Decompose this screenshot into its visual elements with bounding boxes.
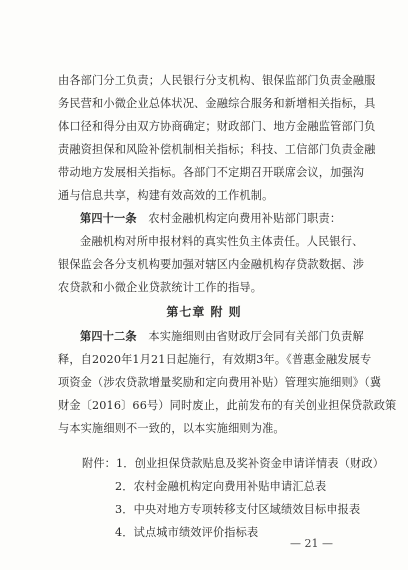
article-41-heading: [80, 212, 354, 226]
article-42-heading: [80, 330, 364, 344]
attachments-first-line: [82, 457, 385, 471]
attachment-item: 3．中央对地方专项转移支付区域绩效目标申报表: [115, 503, 361, 516]
body-line: 银保监会各分支机构要加强对辖区内金融机构存贷款数据、涉: [58, 258, 365, 271]
body-line: 带动地方发展相关指标。各部门不定期召开联席会议，加强沟: [58, 166, 365, 179]
body-line: 通与信息共享，构建有效高效的工作机制。: [58, 189, 274, 202]
attachments-label: 附件：: [82, 457, 117, 470]
body-line: 由各部门分工负责；人民银行分支机构、银保监部门负责金融服: [58, 74, 376, 87]
body-line: 体口径和得分由双方协商确定；财政部门、地方金融监管部门负: [58, 120, 376, 133]
body-line: 与本实施细则不一致的，以本实施细则为准。: [58, 422, 285, 435]
attachment-item: 4．试点城市绩效评价指标表: [115, 526, 259, 539]
attachment-item: 1．创业担保贷款贴息及奖补资金申请详情表（财政）: [116, 457, 385, 470]
body-line: 财金〔2016〕66号）同时废止，此前发布的有关创业担保贷款政策: [58, 399, 397, 412]
attachment-item: 2．农村金融机构定向费用补贴申请汇总表: [115, 480, 327, 493]
page-number: — 21 —: [290, 537, 333, 550]
body-line: 务民营和小微企业总体状况、金融综合服务和新增相关指标，具: [58, 97, 376, 110]
article-41-title: 农村金融机构定向费用补贴部门职责：: [148, 212, 342, 225]
chapter-heading: 第七章 附 则: [166, 305, 242, 319]
article-42-number: 第四十二条: [80, 330, 137, 343]
body-line: 金融机构对所申报材料的真实性负主体责任。人民银行、: [80, 235, 364, 248]
article-41-number: 第四十一条: [80, 212, 137, 225]
body-line: 农贷款和小微企业贷款统计工作的指导。: [58, 281, 263, 294]
body-line: 释，自2020年1月21日起施行，有效期3年。《普惠金融发展专: [58, 353, 372, 366]
article-42-first-line: 本实施细则由省财政厅会同有关部门负责解: [148, 330, 364, 343]
body-line: 责融资担保和风险补偿机制相关指标；科技、工信部门负责金融: [58, 143, 376, 156]
body-line: 项资金（涉农贷款增量奖励和定向费用补贴）管理实施细则》（冀: [58, 376, 382, 389]
